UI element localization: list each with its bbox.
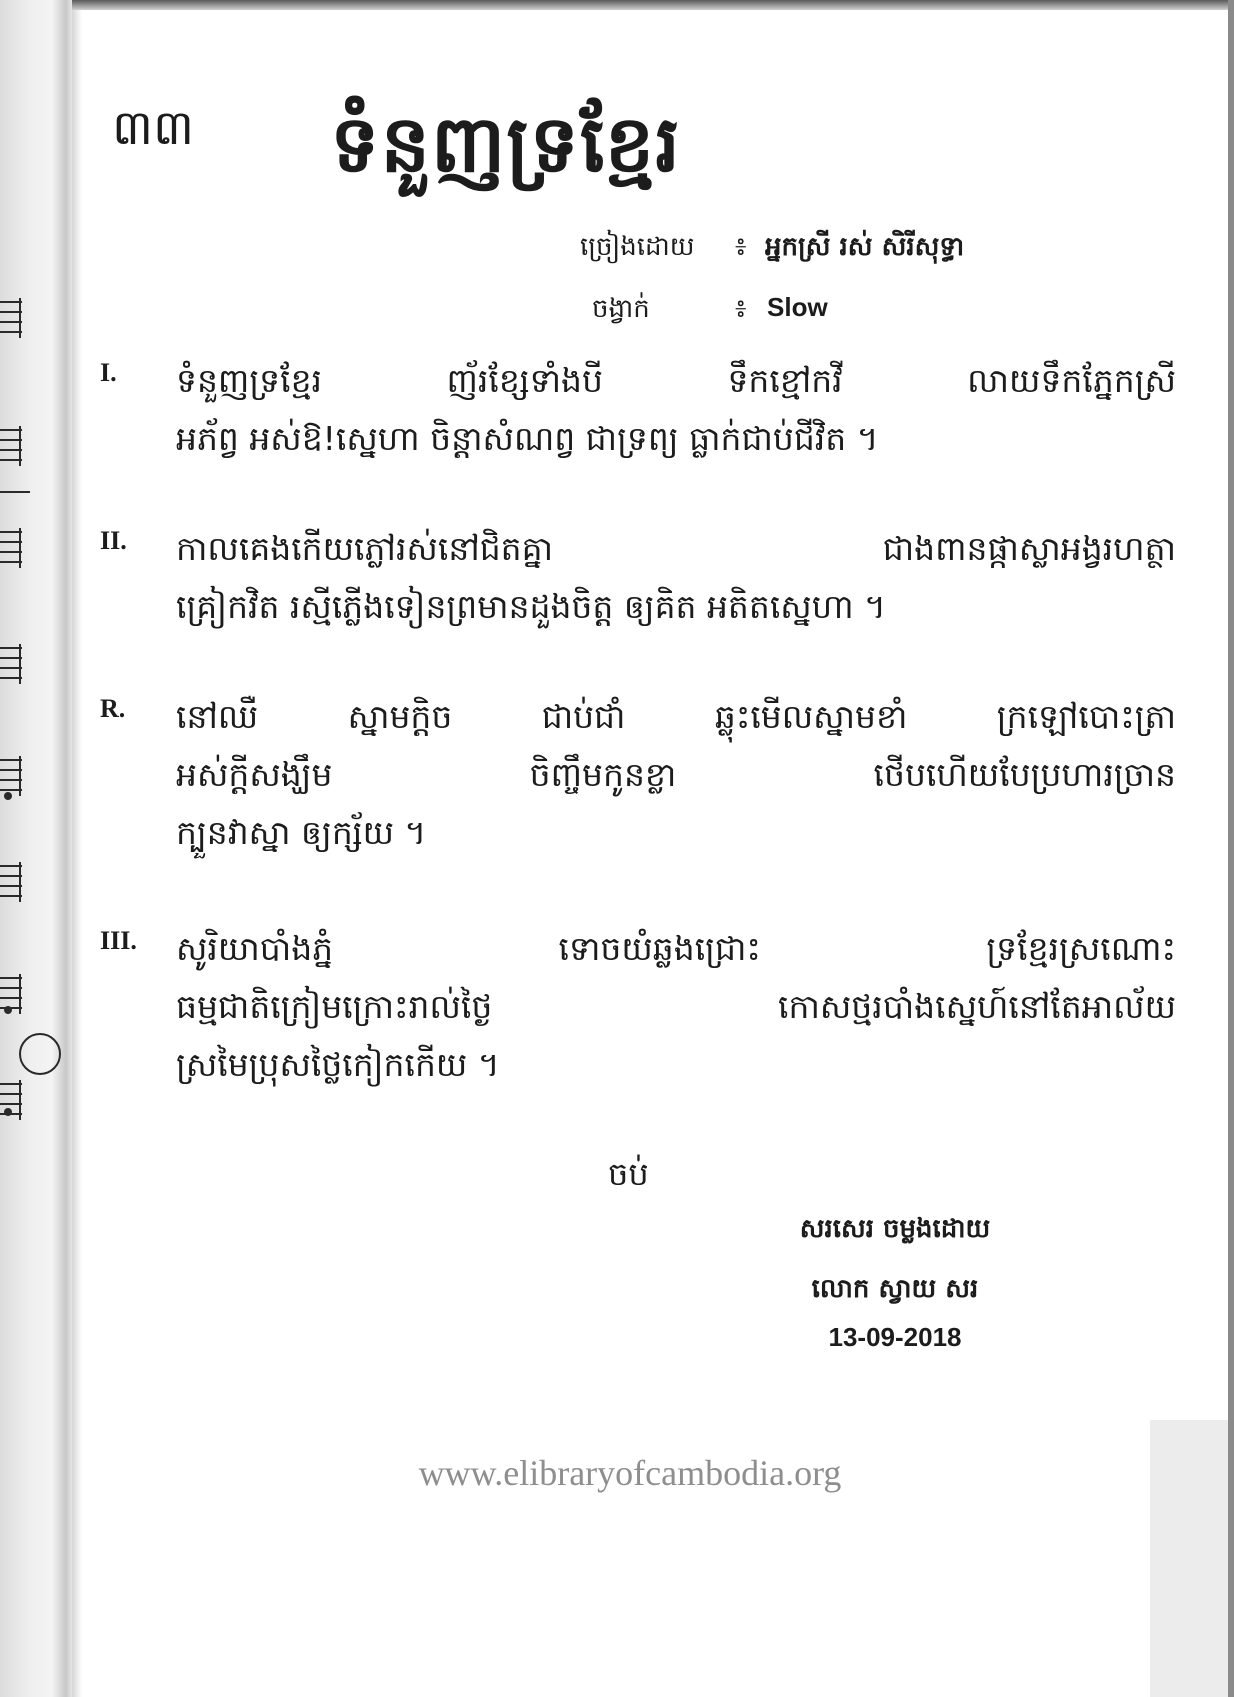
credit-date: 13-09-2018 bbox=[828, 1322, 962, 1352]
rhythm-label: ចង្វាក់ bbox=[592, 294, 650, 324]
verse-line: ស្រមៃប្រុសថ្លៃកៀកកើយ ។ bbox=[176, 1045, 500, 1084]
verse-line: អស់ក្ដីសង្ឃឹម ចិញ្ចឹមកូនខ្លា ថើបហើយបែប្រហារច្រាន bbox=[176, 755, 1176, 794]
watermark-url: www.elibraryofcambodia.org bbox=[418, 1453, 842, 1493]
verse-line: ក្បួនវាស្នា ឲ្យក្ស័យ ។ bbox=[176, 813, 427, 852]
rhythm-value: Slow bbox=[767, 292, 828, 322]
verse-number: II. bbox=[100, 526, 127, 555]
end-marker: ចប់ bbox=[608, 1155, 649, 1193]
rhythm-separator: ៖ bbox=[735, 294, 747, 324]
scan-shadow bbox=[1150, 1420, 1228, 1697]
song-title: ទំនួញទ្រខ្មែរ bbox=[330, 100, 682, 190]
scan-right-edge bbox=[1228, 0, 1234, 1697]
scan-top-edge bbox=[0, 0, 1234, 10]
adjacent-page-music-staff bbox=[0, 0, 72, 1697]
rhythm-line bbox=[592, 292, 828, 330]
verse-number: I. bbox=[100, 358, 117, 387]
verse-line: អភ័ព្វ អស់ឱ!ស្នេហា ចិន្ដាសំណព្វ ជាទ្រព្យ ធ្លាក់ជាប់ជីវិត ។ bbox=[176, 419, 879, 458]
page-number: ៣៣ bbox=[112, 100, 195, 156]
verse-line: ធម្មជាតិក្រៀមក្រោះរាល់ថ្ងៃ កោសថ្មរបាំងស្នេហ៍នៅតែអាល័យ bbox=[176, 987, 1176, 1026]
singer-label: ច្រៀងដោយ bbox=[580, 232, 695, 262]
singer-name: អ្នកស្រី រស់ សិរីសុទ្ធា bbox=[765, 232, 965, 262]
singer-line bbox=[580, 230, 965, 268]
verse-line: គ្រៀកវិត រស្មីភ្លើងទៀនព្រមានដួងចិត្ត ឲ្យគិត អតិតស្នេហា ។ bbox=[176, 587, 886, 626]
music-staff-fragments-icon bbox=[0, 0, 72, 1697]
verse-number: III. bbox=[100, 926, 137, 955]
verse-line: ទំនួញទ្រខ្មែរ ញ័រខ្សែទាំងបី ទឹកខ្មៅកវី លាយទឹកភ្នែកស្រី bbox=[176, 361, 1176, 400]
verse-number: R. bbox=[100, 694, 126, 723]
singer-separator: ៖ bbox=[735, 232, 747, 262]
verse-line: កាលគេងកើយភ្លៅរស់នៅជិតគ្នា ជាងពានផ្កាស្លាអង្វរហត្ថា bbox=[176, 529, 1176, 568]
page-shadow bbox=[72, 10, 82, 1697]
credit-written-by: សរសេរ ចម្លងដោយ bbox=[799, 1214, 991, 1244]
verse-line: សូរិយាបាំងភ្នំ ទោចយំឆ្លងជ្រោះ ទ្រខ្មែរស្រណោះ bbox=[176, 929, 1176, 968]
credit-author: លោក ស្វាយ សរ bbox=[811, 1274, 979, 1304]
verse-line: នៅឈឺ ស្នាមក្ដិច ជាប់ជាំ ឆ្លុះមើលស្នាមខាំ ក្រឡៅបោះត្រា bbox=[176, 697, 1176, 736]
